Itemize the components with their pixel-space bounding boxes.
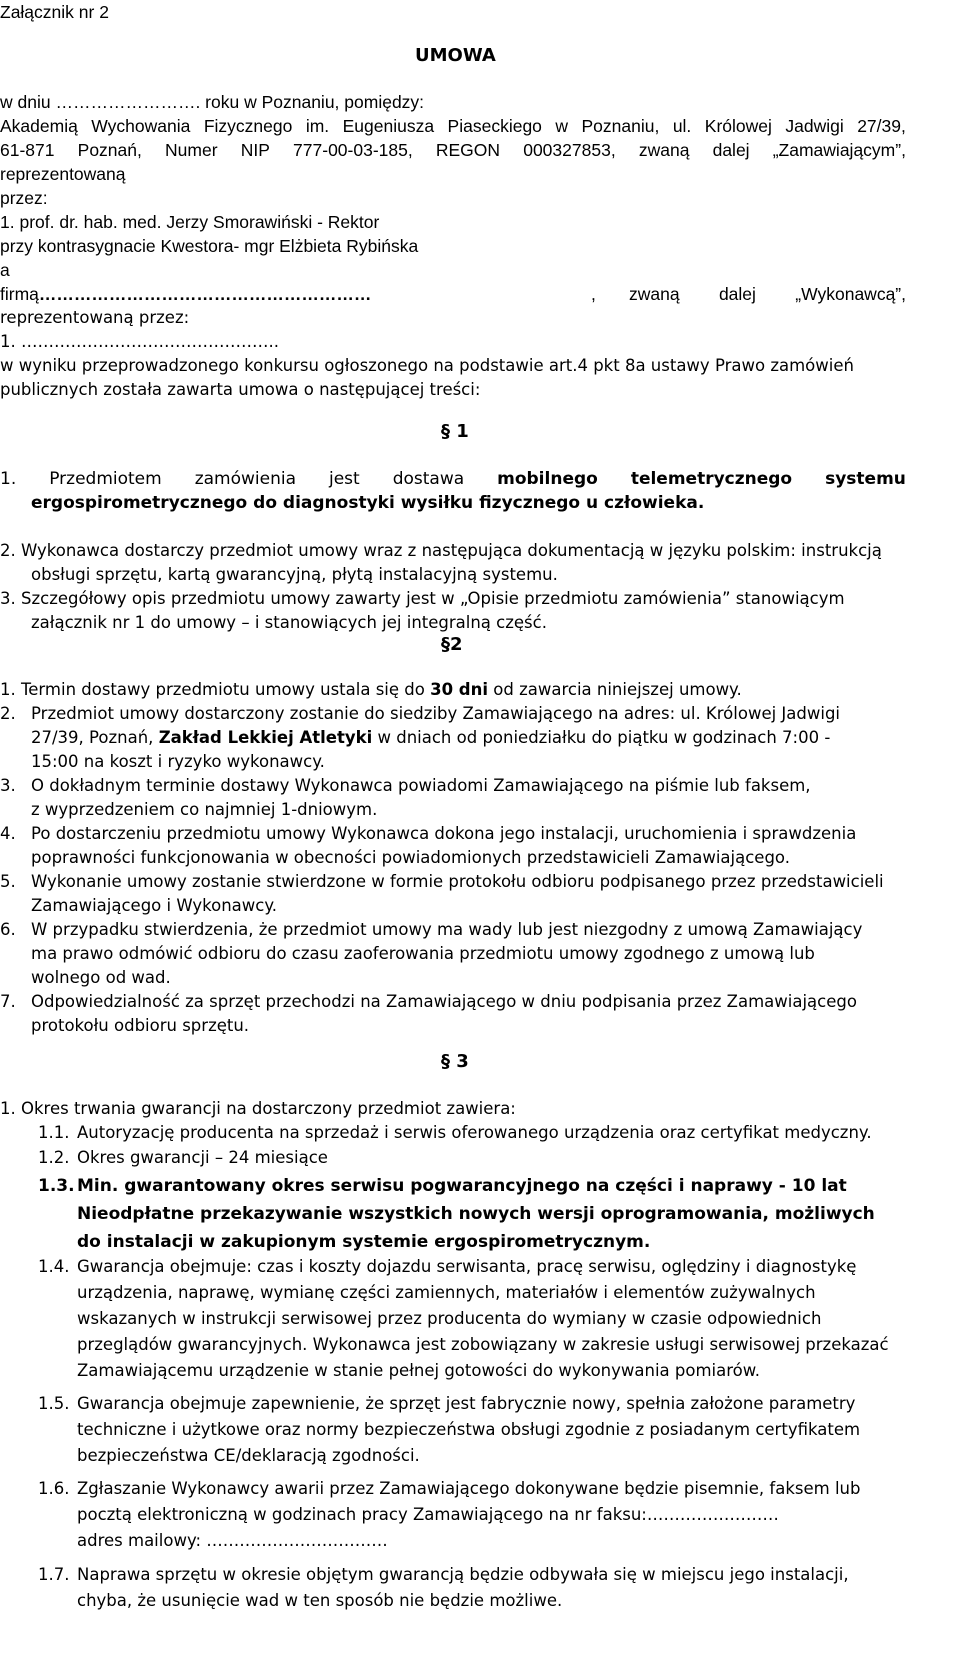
s3-item-1-5-line1: Gwarancja obejmuje zapewnienie, że sprzęt jest fabrycznie nowy, spełnia założone parametry (77, 1394, 856, 1413)
s3-item-1-4-line4: przeglądów gwarancyjnych. Wykonawca jest zobowiązany w zakresie usługi serwisowej przekazać (77, 1335, 889, 1354)
s3-item-1-5-number: 1.5. (38, 1394, 70, 1413)
rep1: 1. prof. dr. hab. med. Jerzy Smorawiński - Rektor (0, 212, 380, 232)
s2-p4-line2: poprawności funkcjonowania w obecności powiadomionych przedstawicieli Zamawiającego. (31, 848, 790, 867)
s2-p2-line2: 27/39, Poznań, Zakład Lekkiej Atletyki w dniach od poniedziałku do piątku w godzinach 7:00 - (31, 728, 831, 747)
rep2: 1. ……………………………………….. (0, 332, 279, 351)
s3-item-1-4-line2: urządzenia, naprawę, wymianę części zamiennych, materiałów i elementów zużywalnych (77, 1283, 816, 1302)
party1-line4: przez: (0, 188, 48, 208)
s1-p3-line2: załącznik nr 1 do umowy – i stanowiących jej integralną część. (31, 613, 547, 632)
date-line: w dniu ……………………. roku w Poznaniu, pomiędzy: (0, 92, 425, 112)
s3-item-1-5-line2: techniczne i użytkowe oraz normy bezpieczeństwa obsługi zgodnie z posiadanym certyfikatem (77, 1420, 861, 1439)
party1-line3: reprezentowaną (0, 164, 126, 184)
s3-item-1-7-number: 1.7. (38, 1565, 70, 1584)
s3-item-1-4-line1: Gwarancja obejmuje: czas i koszty dojazdu serwisanta, pracę serwisu, oględziny i diagnostykę (77, 1257, 857, 1276)
s3-p1: 1. Okres trwania gwarancji na dostarczony przedmiot zawiera: (0, 1099, 516, 1118)
s3-item-1-2-number: 1.2. (38, 1148, 70, 1167)
party2-rest: zwaną dalej „Wykonawcą”, (629, 284, 906, 304)
s3-item-1-6-number: 1.6. (38, 1479, 70, 1498)
s1-p2-line2: obsługi sprzętu, kartą gwarancyjną, płytą instalacyjną systemu. (31, 565, 558, 584)
party2-firm: firmą………………………………………………… (0, 284, 372, 304)
s3-item-1-7-line2: chyba, że usunięcie wad w ten sposób nie będzie możliwe. (77, 1591, 563, 1610)
s3-item-1-6-line3: adres mailowy: …………………………… (77, 1531, 388, 1550)
annex-label: Załącznik nr 2 (0, 2, 109, 22)
s1-p3-line1: 3. Szczegółowy opis przedmiotu umowy zawarty jest w „Opisie przedmiotu zamówienia” stanowiącym (0, 589, 845, 608)
party1-line1: Akademią Wychowania Fizycznego im. Eugeniusza Piaseckiego w Poznaniu, ul. Królowej Jadwigi 27/39, (0, 116, 906, 136)
s2-p5-number: 5. (0, 872, 16, 891)
s2-p5-line2: Zamawiającego i Wykonawcy. (31, 896, 277, 915)
s2-p4-line1: Po dostarczeniu przedmiotu umowy Wykonawca dokona jego instalacji, uruchomienia i sprawdzenia (31, 824, 857, 843)
s2-p4-number: 4. (0, 824, 16, 843)
party2-comma: , (591, 284, 596, 304)
basis-line1: w wyniku przeprowadzonego konkursu ogłoszonego na podstawie art.4 pkt 8a ustawy Prawo zamówień (0, 356, 854, 375)
s3-item-1-6-line2: pocztą elektroniczną w godzinach pracy Zamawiającego na nr faksu:…………………… (77, 1505, 779, 1524)
s2-p7-line2: protokołu odbioru sprzętu. (31, 1016, 250, 1035)
document-title: UMOWA (415, 45, 496, 66)
section-1-heading: § 1 (441, 421, 469, 442)
s3-item-1-4-line3: wskazanych w instrukcji serwisowej przez producenta do wymiany w czasie odpowiednich (77, 1309, 822, 1328)
s2-p1: 1. Termin dostawy przedmiotu umowy ustala się do 30 dni od zawarcia niniejszej umowy. (0, 680, 742, 699)
s3-item-1-1: Autoryzację producenta na sprzedaż i serwis oferowanego urządzenia oraz certyfikat medyczny. (77, 1123, 872, 1142)
s3-item-1-4-number: 1.4. (38, 1257, 70, 1276)
party2-name-blank: ………………………………………………… (38, 284, 372, 304)
s2-p6-line1: W przypadku stwierdzenia, że przedmiot umowy ma wady lub jest niezgodny z umową Zamawiający (31, 920, 863, 939)
section-2-heading: §2 (441, 634, 463, 655)
s2-p3-number: 3. (0, 776, 16, 795)
s3-item-1-1-number: 1.1. (38, 1123, 70, 1142)
s2-p2-line1: Przedmiot umowy dostarczony zostanie do siedziby Zamawiającego na adres: ul. Królowej Jadwigi (31, 704, 841, 723)
s3-item-1-6-line1: Zgłaszanie Wykonawcy awarii przez Zamawiającego dokonywane będzie pisemnie, faksem lub (77, 1479, 861, 1498)
s3-item-1-4-line5: Zamawiającemu urządzenie w stanie pełnej gotowości do wykonywania pomiarów. (77, 1361, 760, 1380)
s3-item-1-3-line3: do instalacji w zakupionym systemie ergospirometrycznym. (77, 1232, 651, 1252)
s1-p2-line1: 2. Wykonawca dostarczy przedmiot umowy wraz z następująca dokumentacją w języku polskim: instrukcją (0, 541, 882, 560)
s2-p6-line2: ma prawo odmówić odbioru do czasu zaoferowania przedmiotu umowy zgodnego z umową lub (31, 944, 815, 963)
s2-p7-line1: Odpowiedzialność za sprzęt przechodzi na Zamawiającego w dniu podpisania przez Zamawiającego (31, 992, 857, 1011)
s3-item-1-5-line3: bezpieczeństwa CE/deklaracją zgodności. (77, 1446, 420, 1465)
s1-p1-line2: ergospirometrycznego do diagnostyki wysiłku fizycznego u człowieka. (31, 493, 705, 513)
s3-item-1-3-line1: Min. gwarantowany okres serwisu pogwarancyjnego na części i naprawy - 10 lat (77, 1176, 847, 1196)
basis-line2: publicznych została zawarta umowa o następującej treści: (0, 380, 481, 399)
s2-p5-line1: Wykonanie umowy zostanie stwierdzone w formie protokołu odbioru podpisanego przez przedstawicieli (31, 872, 884, 891)
s2-p2-line3: 15:00 na koszt i ryzyko wykonawcy. (31, 752, 325, 771)
s2-p3-line1: O dokładnym terminie dostawy Wykonawca powiadomi Zamawiającego na piśmie lub faksem, (31, 776, 811, 795)
s2-p2-number: 2. (0, 704, 16, 723)
s3-item-1-3-line2: Nieodpłatne przekazywanie wszystkich nowych wersji oprogramowania, możliwych (77, 1204, 875, 1224)
s3-item-1-2: Okres gwarancji – 24 miesiące (77, 1148, 328, 1167)
s2-p3-line2: z wyprzedzeniem co najmniej 1-dniowym. (31, 800, 378, 819)
party2-rep: reprezentowaną przez: (0, 308, 190, 327)
party1-line2: 61-871 Poznań, Numer NIP 777-00-03-185, REGON 000327853, zwaną dalej „Zamawiającym”, (0, 140, 906, 160)
rep1-countersign: przy kontrasygnacie Kwestora- mgr Elżbieta Rybińska (0, 236, 419, 256)
s2-p6-line3: wolnego od wad. (31, 968, 171, 987)
conjunction: a (0, 260, 10, 280)
section-3-heading: § 3 (441, 1051, 469, 1072)
s2-p6-number: 6. (0, 920, 16, 939)
s2-p7-number: 7. (0, 992, 16, 1011)
s1-p1-line1: 1. Przedmiotem zamówienia jest dostawa mobilnego telemetrycznego systemu (0, 469, 906, 489)
s3-item-1-3-number: 1.3. (38, 1176, 75, 1196)
s3-item-1-7-line1: Naprawa sprzętu w okresie objętym gwarancją będzie odbywała się w miejscu jego instalacji, (77, 1565, 849, 1584)
